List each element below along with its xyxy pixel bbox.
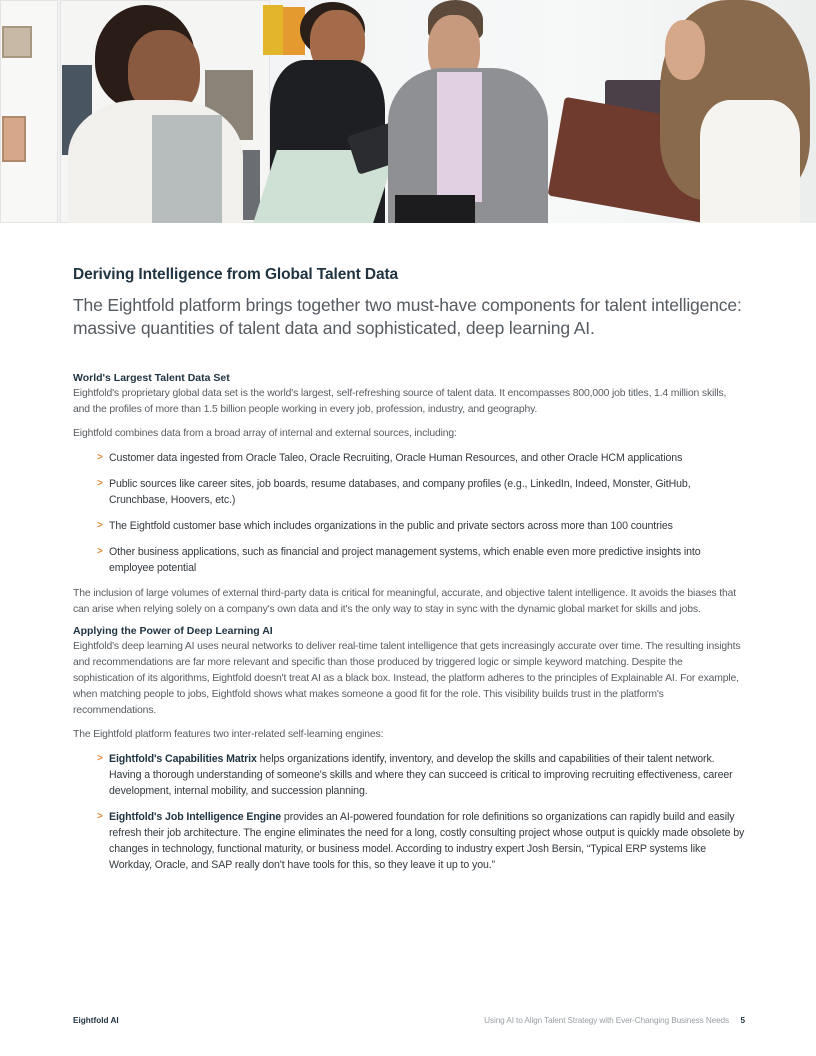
picture-frame — [2, 26, 32, 58]
engine-name: Eightfold's Capabilities Matrix — [109, 753, 257, 765]
engine-description: provides an AI-powered foundation for role definitions so organizations can rapidly build and easily refresh their job architecture. The engine eliminates the need for a long, costly consulting project whose output is quickly made obsolete by changes in technology, functional maturity, or business model. According to industry expert Josh Bersin, “Typical ERP systems like Workday, Oracle, and SAP really don't have tools for this, so they leave it up to you.” — [109, 811, 745, 871]
page-footer — [73, 1016, 745, 1028]
footer-document-title: Using AI to Align Talent Strategy with Ever-Changing Business Needs — [484, 1016, 729, 1025]
list-item — [97, 476, 745, 508]
chevron-right-icon: > — [97, 452, 103, 463]
deep-learning-section — [73, 624, 745, 873]
chevron-right-icon: > — [97, 811, 103, 822]
list-item — [97, 450, 745, 466]
person-face — [665, 20, 705, 80]
picture-frame — [2, 116, 26, 162]
paragraph: Eightfold's deep learning AI uses neural networks to deliver real-time talent intelligence that gets increasingly accurate over time. The resulting insights and recommendations are far more relevant and specific than those produced by triggered logic or simple keyword matching. Despite the sophistication of its algorithms, Eightfold doesn't treat AI as a black box. Instead, the platform adheres to the principles of Explainable AI. For example, when matching people to jobs, Eightfold shows what makes someone a good fit for the role. This visibility builds trust in the platform's recommendations. — [73, 641, 741, 716]
page-number: 5 — [740, 1016, 745, 1025]
books — [263, 5, 283, 55]
list-item-text: Public sources like career sites, job boards, resume databases, and company profiles (e.g., LinkedIn, Indeed, Monster, GitHub, Crunchbase, Hoovers, etc.) — [109, 478, 691, 506]
person-shirt — [437, 72, 482, 202]
section-title: Deriving Intelligence from Global Talent Data — [73, 266, 399, 283]
data-sources-list — [97, 450, 745, 576]
chevron-right-icon: > — [97, 478, 103, 489]
engine-name: Eightfold's Job Intelligence Engine — [109, 811, 282, 823]
list-item-text: Other business applications, such as financial and project management systems, which enable even more predictive insights into employee potential — [109, 546, 701, 574]
person-top — [700, 100, 800, 223]
article-body — [73, 266, 745, 883]
section-lead: The Eightfold platform brings together two must-have components for talent intelligence: massive quantities of talent data and sophisticated, deep learning AI. — [73, 295, 742, 338]
engines-list — [97, 751, 745, 873]
list-item-text: The Eightfold customer base which includes organizations in the public and private sectors across more than 100 countries — [109, 520, 673, 532]
engine-description: helps organizations identify, inventory, and develop the skills and capabilities of their talent network. Having a thorough understanding of someone's skills and where they can succeed is critical to improving recruiting effectiveness, career development, internal mobility, and succession planning. — [109, 753, 733, 797]
chevron-right-icon: > — [97, 520, 103, 531]
list-item — [97, 751, 745, 799]
hero-photo — [0, 0, 816, 223]
chevron-right-icon: > — [97, 753, 103, 764]
list-item — [97, 809, 745, 873]
chevron-right-icon: > — [97, 546, 103, 557]
subheading-talent-data: World's Largest Talent Data Set — [73, 372, 230, 384]
paragraph: Eightfold combines data from a broad array of internal and external sources, including: — [73, 428, 457, 439]
footer-brand: Eightfold AI — [73, 1016, 119, 1025]
person-shirt — [152, 115, 222, 223]
laptop — [395, 195, 475, 223]
subheading-deep-learning: Applying the Power of Deep Learning AI — [73, 625, 273, 637]
list-item-text: Customer data ingested from Oracle Taleo, Oracle Recruiting, Oracle Human Resources, and other Oracle HCM applications — [109, 452, 683, 464]
list-item — [97, 544, 745, 576]
paragraph: The Eightfold platform features two inter-related self-learning engines: — [73, 729, 384, 740]
talent-data-section — [73, 371, 745, 618]
paragraph: The inclusion of large volumes of external third-party data is critical for meaningful, accurate, and objective talent intelligence. It avoids the biases that can arise when relying solely on a company's own data and it's the only way to stay in sync with the dynamic global market for skills and jobs. — [73, 588, 737, 615]
paragraph: Eightfold's proprietary global data set is the world's largest, self-refreshing source of talent data. It encompasses 800,000 job titles, 1.4 million skills, and the profiles of more than 1.5 billion people working in every job, profession, industry, and geography. — [73, 388, 727, 415]
list-item — [97, 518, 745, 534]
